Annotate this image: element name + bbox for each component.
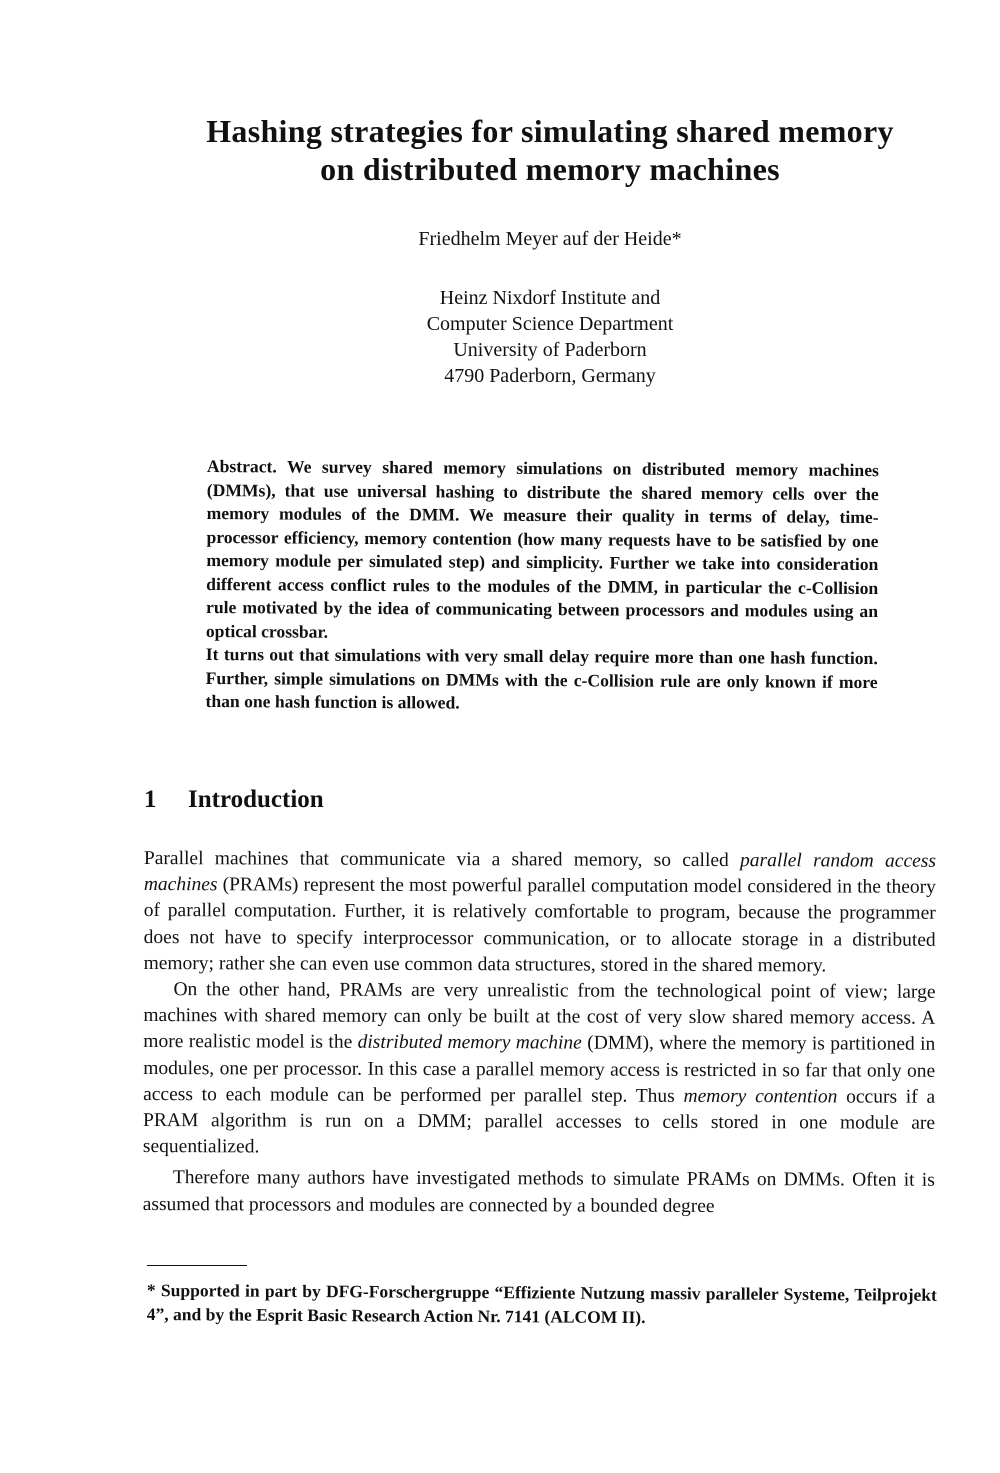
body-paragraph-3: Therefore many authors have investigated methods to simulate PRAMs on DMMs. Often it is assumed that processors and modules are connected by a bounded degree xyxy=(142,1167,935,1217)
body-paragraph-1 xyxy=(144,846,936,980)
title-line-1: Hashing strategies for simulating shared memory xyxy=(206,113,894,149)
footnote xyxy=(147,1278,937,1331)
section-body xyxy=(143,846,936,1221)
title-line-2: on distributed memory machines xyxy=(320,151,780,187)
body-paragraph-2 xyxy=(143,977,936,1163)
paper-title xyxy=(100,112,1000,188)
body-p2-emphasis-1: distributed memory machine xyxy=(357,1032,582,1054)
author-name: Friedhelm Meyer auf der Heide* xyxy=(418,228,682,250)
footnote-text: * Supported in part by DFG-Forschergruppe “Effiziente Nutzung massiv paralleler Systeme, Teilprojekt 4”, and by the Esprit Basic Research Action Nr. 7141 (ALCOM II). xyxy=(146,1280,937,1328)
author-affiliation xyxy=(100,285,1000,389)
affiliation-line-3: University of Paderborn xyxy=(453,339,647,361)
body-p1-emphasis: parallel random access machines xyxy=(143,850,936,896)
affiliation-line-2: Computer Science Department xyxy=(426,313,674,335)
body-p2-text-c: occurs if a PRAM algorithm is run on a DMM; parallel accesses to cells stored in one module are sequentialized. xyxy=(142,1086,936,1158)
body-p1-text-b: (PRAMs) represent the most powerful parallel computation model considered in the theory of parallel computation. Further, it is relatively comfortable to program, because the programmer does not have to specify interprocessor communication, or to allocate storage in a distributed memory; rather she can even use common data structures, stored in the shared memory. xyxy=(143,874,936,977)
abstract xyxy=(205,455,879,718)
section-title: Introduction xyxy=(188,786,324,813)
body-p2-text-a: On the other hand, PRAMs are very unrealistic from the technological point of view; large machines with shared memory can only be built at the cost of very slow shared memory access. A more realistic model is the xyxy=(143,979,936,1054)
body-p2-emphasis-2: memory contention xyxy=(683,1085,838,1108)
affiliation-line-1: Heinz Nixdorf Institute and xyxy=(439,287,661,309)
section-number: 1 xyxy=(144,786,157,813)
abstract-label: Abstract. xyxy=(206,455,277,477)
body-p2-text-b: (DMM), where the memory is partitioned in modules, one per processor. In this case a parallel memory access is restricted in so far that only one access to each module can be performed per parallel step. Thus xyxy=(143,1032,936,1107)
abstract-paragraph-1 xyxy=(206,455,879,647)
affiliation-line-4: 4790 Paderborn, Germany xyxy=(444,365,656,387)
footnote-divider xyxy=(147,1265,247,1266)
body-p1-text-a: Parallel machines that communicate via a shared memory, so called xyxy=(143,848,741,872)
abstract-paragraph-2: It turns out that simulations with very small delay require more than one hash function. Further, simple simulations on DMMs with the c-Collision rule are only known if more than one hash function is allowed. xyxy=(205,643,878,713)
section-heading xyxy=(144,786,324,814)
abstract-text-1: We survey shared memory simulations on distributed memory machines (DMMs), that use universal hashing to distribute the shared memory cells over the memory modules of the DMM. We measure their quality in terms of delay, time-processor efficiency, memory contention (how many requests have to be satisfied by one memory module per simulated step) and simplicity. Further we take into consideration different access conflict rules to the modules of the DMM, in particular the c-Collision rule motivated by the idea of communicating between processors and modules using an optical crossbar. xyxy=(205,456,879,642)
